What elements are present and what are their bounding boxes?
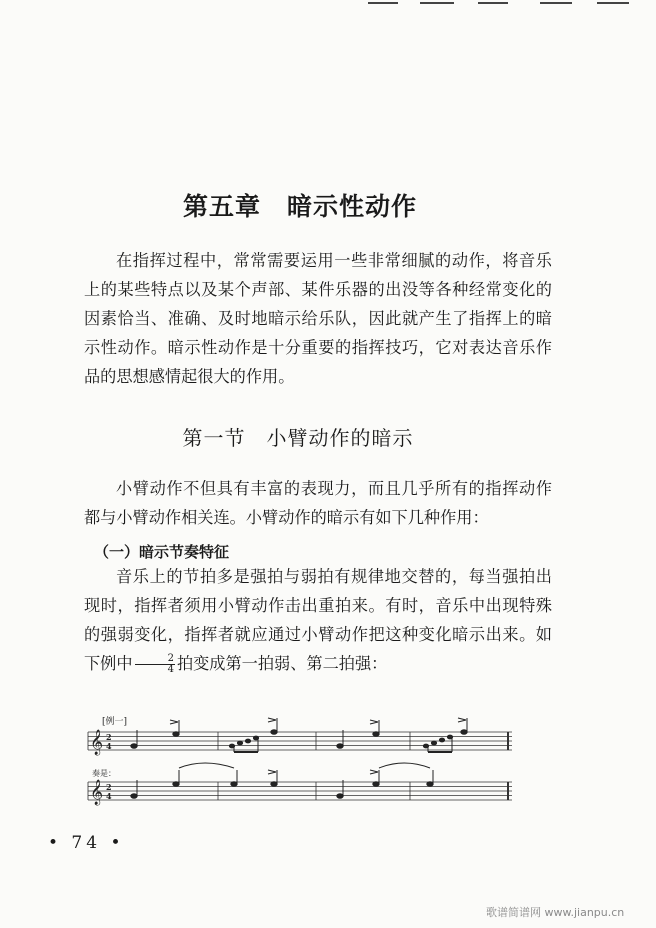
top-rule [540, 2, 572, 4]
time-sig-icon: 2 [106, 782, 112, 792]
fraction-denominator: 4 [167, 664, 174, 675]
page-number: • 74 • [48, 833, 125, 853]
subsection-paragraph [84, 562, 552, 678]
treble-clef-icon: 𝄞 [90, 730, 104, 755]
subsection-text-after: 拍变成第一拍弱、第二拍强： [176, 654, 388, 673]
time-sig-icon: 4 [106, 741, 112, 751]
staff-two-notes [131, 763, 433, 798]
staff-one [88, 732, 512, 750]
top-rule [597, 2, 629, 4]
time-sig-icon: 4 [106, 791, 112, 801]
fraction-numerator: 2 [135, 654, 175, 665]
example-second-label: 奏是： [92, 769, 116, 778]
staff-two [88, 782, 512, 800]
time-sig-icon: 2 [106, 732, 112, 742]
staff-one-notes [131, 718, 467, 752]
subsection-heading: （一）暗示节奏特征 [94, 543, 230, 561]
top-rule [420, 2, 454, 4]
section-title: 第一节 小臂动作的暗示 [182, 426, 414, 450]
intro-paragraph: 在指挥过程中，常常需要运用一些非常细腻的动作，将音乐上的某些特点以及某个声部、某件乐器的出没等各种经常变化的因素恰当、准确、及时地暗示给乐队，因此就产生了指挥上的暗示性动作。暗示性动作是十分重要的指挥技巧，它对表达音乐作品的思想感情起很大的作用。 [84, 251, 552, 386]
chapter-title: 第五章 暗示性动作 [182, 192, 417, 221]
subsection-text-before: 音乐上的节拍多是强拍与弱拍有规律地交替的，每当强拍出现时，指挥者须用小臂动作击出重拍来。有时，音乐中出现特殊的强弱变化，指挥者就应通过小臂动作把这种变化暗示出来。如下例中 [84, 567, 552, 673]
example-label: [例一] [102, 717, 128, 727]
section-paragraph: 小臂动作不但具有丰富的表现力，而且几乎所有的指挥动作都与小臂动作相关连。小臂动作的暗示有如下几种作用： [84, 479, 552, 527]
watermark: 歌谱简谱网 www.jianpu.cn [486, 906, 625, 919]
treble-clef-icon: 𝄞 [90, 780, 104, 805]
top-rule [368, 2, 398, 4]
music-example [84, 712, 524, 812]
time-signature-fraction [135, 654, 175, 675]
top-rule [478, 2, 508, 4]
